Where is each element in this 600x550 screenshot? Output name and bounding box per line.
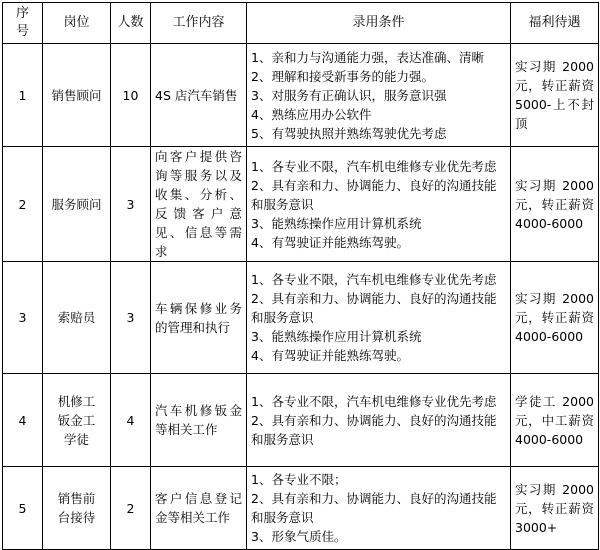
header-position: 岗位: [43, 3, 111, 44]
row-welfare: 实习期 2000 元，转正薪资 4000-6000: [511, 262, 599, 374]
table-row: [3, 44, 599, 147]
row-no: 2: [3, 147, 43, 262]
row-position: 机修工钣金工学徒: [43, 374, 111, 467]
condition-line: 3、能熟练操作应用计算机系统: [251, 329, 422, 344]
row-position: 销售顾问: [43, 44, 111, 147]
condition-line: 3、对服务有正确认识，服务意识强: [251, 87, 447, 103]
header-content: 工作内容: [151, 3, 247, 44]
row-welfare: 实习期 2000 元，转正薪资 3000+: [511, 467, 599, 550]
row-count: 2: [111, 467, 151, 550]
condition-line: 1、各专业不限，汽车机电维修专业优先考虑: [251, 158, 497, 174]
condition-line: 2、理解和接受新事务的能力强。: [251, 68, 434, 84]
row-content: 客户信息登记金等相关工作: [151, 467, 247, 550]
condition-line: 5、有驾驶执照并熟练驾驶优先考虑: [251, 125, 447, 141]
row-welfare: 实习期 2000 元，转正薪资 5000-上不封顶: [511, 44, 599, 147]
row-count: 10: [111, 44, 151, 147]
condition-line: 1、各专业不限，汽车机电维修专业优先考虑: [251, 393, 497, 409]
condition-line: 2、具有亲和力、协调能力、良好的沟通技能和服务意识: [251, 177, 497, 212]
row-content: 4S 店汽车销售: [151, 44, 247, 147]
header-row: [3, 3, 599, 44]
header-count: 人数: [111, 3, 151, 44]
row-count: 4: [111, 374, 151, 467]
condition-line: 3、形象气质佳。: [251, 529, 347, 544]
row-conditions: [247, 467, 511, 550]
table-row: [3, 147, 599, 262]
row-content: 向客户提供咨询等服务以及收集、分析、反馈客户意见、信息等需求: [151, 147, 247, 262]
table-row: [3, 262, 599, 374]
row-no: 5: [3, 467, 43, 550]
row-welfare: 实习期 2000 元，转正薪资 4000-6000: [511, 147, 599, 262]
condition-line: 2、具有亲和力、协调能力、良好的沟通技能和服务意识: [251, 491, 497, 525]
row-position: 销售前台接待: [43, 467, 111, 550]
condition-line: 2、具有亲和力、协调能力、良好的沟通技能和服务意识: [251, 412, 497, 447]
row-count: 3: [111, 262, 151, 374]
header-welfare: 福利待遇: [511, 3, 599, 44]
row-content: 汽车机修钣金等相关工作: [151, 374, 247, 467]
condition-line: 3、能熟练操作应用计算机系统: [251, 215, 422, 231]
row-conditions: [247, 374, 511, 467]
condition-line: 1、亲和力与沟通能力强，表达准确、清晰: [251, 49, 484, 65]
row-no: 4: [3, 374, 43, 467]
row-position: 索赔员: [43, 262, 111, 374]
row-no: 3: [3, 262, 43, 374]
header-conditions: 录用条件: [247, 3, 511, 44]
condition-line: 4、有驾驶证并能熟练驾驶。: [251, 234, 409, 250]
row-content: 车辆保修业务的管理和执行: [151, 262, 247, 374]
recruitment-table: [2, 2, 599, 550]
row-conditions: [247, 262, 511, 374]
table-row: [3, 374, 599, 467]
row-conditions: [247, 147, 511, 262]
row-count: 3: [111, 147, 151, 262]
row-position: 服务顾问: [43, 147, 111, 262]
condition-line: 4、熟练应用办公软件: [251, 106, 372, 122]
header-no: 序号: [3, 3, 43, 44]
condition-line: 1、各专业不限，汽车机电维修专业优先考虑: [251, 272, 497, 287]
row-welfare: 学徒工 2000 元，中工薪资 4000-6000: [511, 374, 599, 467]
table-row: [3, 467, 599, 550]
condition-line: 4、有驾驶证并能熟练驾驶。: [251, 348, 409, 363]
condition-line: 2、具有亲和力、协调能力、良好的沟通技能和服务意识: [251, 291, 497, 325]
row-no: 1: [3, 44, 43, 147]
row-conditions: [247, 44, 511, 147]
condition-line: 1、各专业不限；: [251, 472, 347, 487]
